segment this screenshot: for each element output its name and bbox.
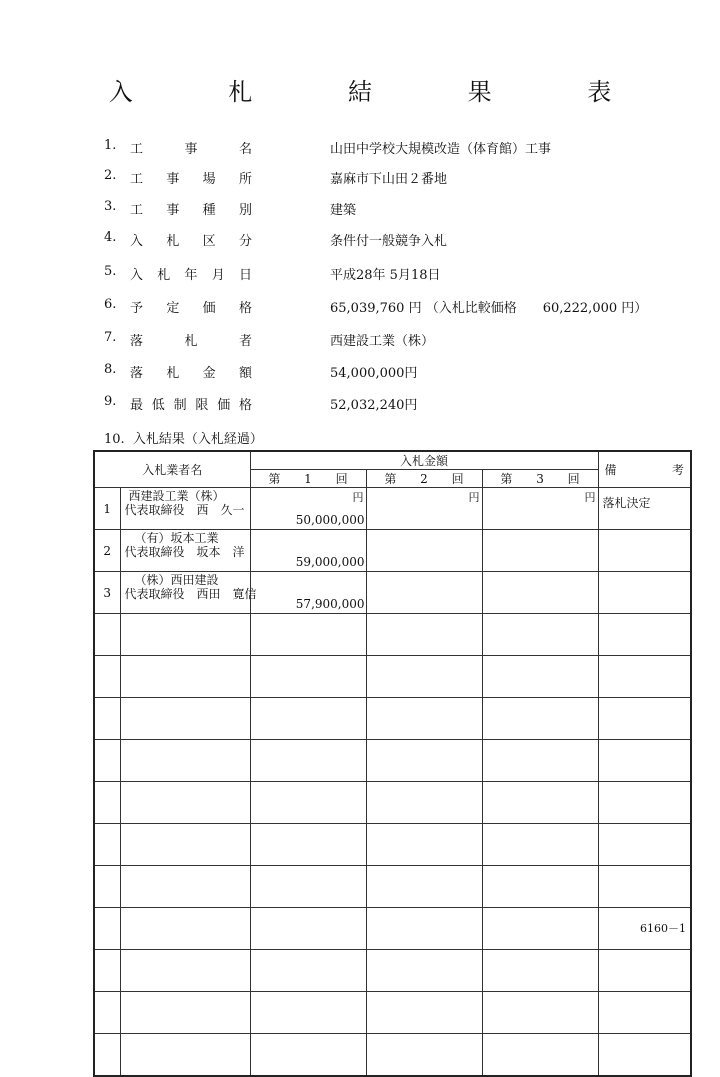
row-number: 1 — [94, 488, 120, 530]
round-2-amount — [366, 950, 482, 992]
row-number — [94, 782, 120, 824]
table-row — [94, 782, 691, 824]
field-value: 建築 — [330, 203, 357, 218]
row-number — [94, 740, 120, 782]
form-number: 6160－1 — [640, 922, 686, 935]
row-number — [94, 824, 120, 866]
bidder-name — [120, 740, 250, 782]
row-number — [94, 950, 120, 992]
table-row — [94, 740, 691, 782]
field-value: 条件付一般競争入札 — [330, 234, 448, 249]
bidder-name — [120, 530, 250, 572]
company-name: （株）西田建設 — [134, 573, 219, 587]
remarks-cell — [598, 530, 691, 572]
section-10-heading — [104, 428, 267, 447]
table-row — [94, 908, 691, 950]
section-10-number: 10. — [104, 432, 125, 447]
row-number: 3 — [94, 572, 120, 614]
field-row — [0, 230, 720, 250]
bid-rows — [94, 488, 691, 1077]
field-number: 1. — [104, 138, 117, 153]
bidder-name — [120, 950, 250, 992]
round-2-amount — [366, 824, 482, 866]
field-number: 2. — [104, 168, 117, 183]
bid-results-table — [93, 450, 692, 1077]
field-label: 落 札 者 — [130, 334, 252, 349]
round-3-amount — [482, 782, 598, 824]
company-name: 西建設工業（株） — [128, 489, 225, 503]
round-3-amount — [482, 572, 598, 614]
round-1-amount — [250, 908, 366, 950]
representative: 代表取締役 西田 寛信 — [124, 587, 257, 601]
round-2-amount — [366, 866, 482, 908]
table-header-row — [94, 451, 691, 470]
round-2-amount — [366, 740, 482, 782]
table-row — [94, 614, 691, 656]
header-remarks: 備 考 — [598, 451, 691, 488]
field-row — [0, 330, 720, 350]
representative: 代表取締役 西 久一 — [124, 503, 245, 517]
round-2-amount — [366, 908, 482, 950]
field-number: 8. — [104, 362, 117, 377]
field-row — [0, 394, 720, 414]
table-row — [94, 572, 691, 614]
table-row — [94, 992, 691, 1034]
round-1-amount — [250, 614, 366, 656]
round-1-amount — [250, 698, 366, 740]
remarks-cell — [598, 866, 691, 908]
bidder-name — [120, 866, 250, 908]
amount-value: 57,900,000 — [295, 597, 365, 611]
field-value: 52,032,240円 — [330, 398, 418, 413]
round-2-amount — [366, 992, 482, 1034]
header-round-1: 第 1 回 — [250, 470, 366, 488]
table-row — [94, 656, 691, 698]
field-value: 54,000,000円 — [330, 366, 418, 381]
round-3-amount — [482, 1034, 598, 1077]
round-3-amount — [482, 866, 598, 908]
remarks-cell — [598, 950, 691, 992]
company-name: （有）坂本工業 — [134, 531, 219, 545]
bidder-name — [120, 698, 250, 740]
bidder-name — [120, 782, 250, 824]
round-3-amount — [482, 824, 598, 866]
header-bidder-name: 入 札 業 者 名 — [94, 451, 250, 488]
remarks-cell — [598, 992, 691, 1034]
round-3-amount — [482, 488, 598, 530]
remarks-cell — [598, 824, 691, 866]
table-row — [94, 698, 691, 740]
table-row — [94, 488, 691, 530]
round-1-amount — [250, 782, 366, 824]
field-value: 山田中学校大規模改造（体育館）工事 — [330, 142, 552, 157]
yen-unit: 円 — [584, 491, 596, 504]
bidder-name — [120, 908, 250, 950]
field-number: 7. — [104, 330, 117, 345]
table-row — [94, 1034, 691, 1077]
round-1-amount — [250, 1034, 366, 1077]
table-row — [94, 530, 691, 572]
section-10-label: 入札結果（入札経過） — [132, 432, 263, 447]
round-2-amount — [366, 656, 482, 698]
bidder-name — [120, 488, 250, 530]
round-1-amount — [250, 866, 366, 908]
table-row — [94, 866, 691, 908]
field-value: 65,039,760 円 （入札比較価格 60,222,000 円） — [330, 301, 648, 316]
round-1-amount — [250, 572, 366, 614]
header-round-2: 第 2 回 — [366, 470, 482, 488]
round-2-amount — [366, 782, 482, 824]
bidder-name — [120, 1034, 250, 1077]
field-label: 入 札 年 月 日 — [130, 268, 252, 283]
bidder-name — [120, 572, 257, 614]
bidder-name — [120, 614, 250, 656]
yen-unit: 円 — [352, 491, 364, 504]
field-number: 6. — [104, 297, 117, 312]
remarks-cell — [598, 614, 691, 656]
row-number — [94, 614, 120, 656]
amount-value: 59,000,000 — [295, 555, 365, 569]
row-number — [94, 698, 120, 740]
round-2-amount — [366, 698, 482, 740]
document-title: 入 札 結 果 表 — [108, 78, 656, 106]
field-label: 工 事 種 別 — [130, 203, 252, 218]
round-1-amount — [250, 530, 366, 572]
field-row — [0, 199, 720, 219]
round-1-amount — [250, 740, 366, 782]
field-label: 予 定 価 格 — [130, 301, 252, 316]
round-3-amount — [482, 950, 598, 992]
field-row — [0, 168, 720, 188]
field-label: 落 札 金 額 — [130, 366, 252, 381]
amount-value: 50,000,000 — [295, 513, 365, 527]
field-number: 4. — [104, 230, 117, 245]
remarks-cell — [598, 1034, 691, 1077]
field-row — [0, 362, 720, 382]
remarks-cell — [598, 698, 691, 740]
round-3-amount — [482, 908, 598, 950]
bidder-name — [120, 992, 250, 1034]
row-number — [94, 1034, 120, 1077]
field-row — [0, 297, 720, 317]
remarks-cell — [598, 782, 691, 824]
row-number — [94, 866, 120, 908]
remarks-cell — [598, 740, 691, 782]
field-value: 西建設工業（株） — [330, 334, 435, 349]
representative: 代表取締役 坂本 洋 — [124, 545, 245, 559]
round-3-amount — [482, 992, 598, 1034]
round-1-amount — [250, 488, 366, 530]
field-row — [0, 138, 720, 158]
row-number — [94, 908, 120, 950]
field-row — [0, 264, 720, 284]
header-round-3: 第 3 回 — [482, 470, 598, 488]
field-label: 入 札 区 分 — [130, 234, 252, 249]
round-3-amount — [482, 614, 598, 656]
field-value: 平成28年 5月18日 — [330, 268, 441, 283]
row-number: 2 — [94, 530, 120, 572]
round-3-amount — [482, 698, 598, 740]
field-label: 最 低 制 限 価 格 — [130, 398, 252, 413]
remarks-cell: 落札決定 — [598, 488, 691, 530]
yen-unit: 円 — [468, 491, 480, 504]
round-3-amount — [482, 656, 598, 698]
bidder-name — [120, 656, 250, 698]
field-number: 3. — [104, 199, 117, 214]
round-2-amount — [366, 530, 482, 572]
field-label: 工 事 名 — [130, 142, 252, 157]
round-1-amount — [250, 824, 366, 866]
header-bid-amount: 入 札 金 額 — [250, 451, 598, 470]
field-label: 工 事 場 所 — [130, 172, 252, 187]
table-row — [94, 824, 691, 866]
round-3-amount — [482, 740, 598, 782]
round-2-amount — [366, 1034, 482, 1077]
field-value: 嘉麻市下山田２番地 — [330, 172, 448, 187]
round-1-amount — [250, 992, 366, 1034]
table-row — [94, 950, 691, 992]
round-3-amount — [482, 530, 598, 572]
round-2-amount — [366, 614, 482, 656]
remarks-cell — [598, 572, 691, 614]
round-2-amount — [366, 488, 482, 530]
round-1-amount — [250, 950, 366, 992]
remarks-cell — [598, 656, 691, 698]
round-2-amount — [366, 572, 482, 614]
field-number: 5. — [104, 264, 117, 279]
field-number: 9. — [104, 394, 117, 409]
bidder-name — [120, 824, 250, 866]
row-number — [94, 992, 120, 1034]
row-number — [94, 656, 120, 698]
round-1-amount — [250, 656, 366, 698]
